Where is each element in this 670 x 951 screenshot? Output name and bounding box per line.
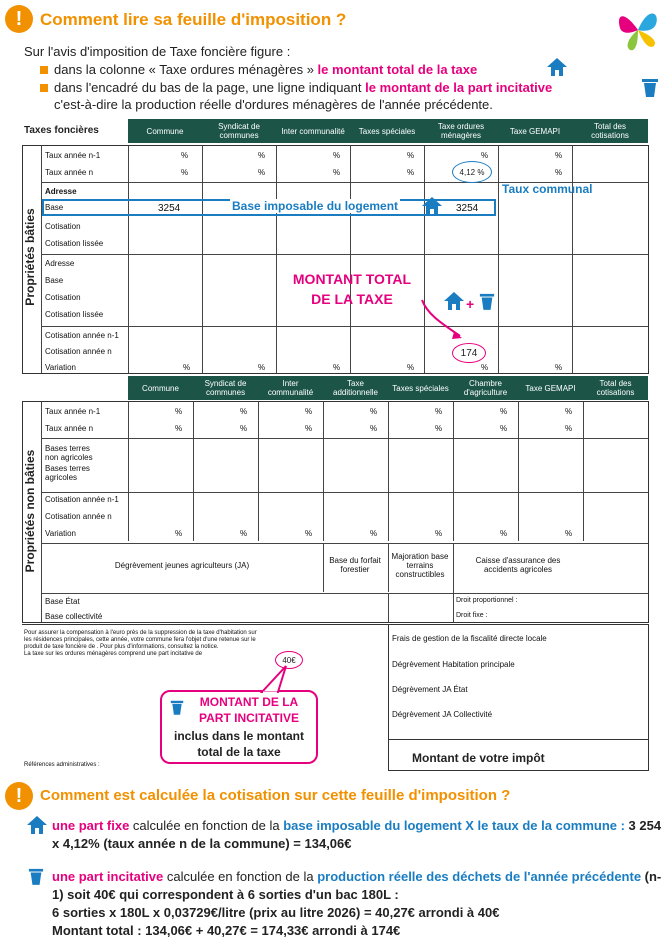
- col-header: Chambre d'agriculture: [453, 376, 518, 400]
- pct: %: [407, 151, 415, 160]
- base-commune-value: 3254: [158, 203, 181, 214]
- base-tom-value: 3254: [456, 203, 479, 214]
- bullet-square: [40, 84, 48, 92]
- row-label: Cotisation année n: [45, 347, 112, 356]
- pct: %: [481, 363, 489, 372]
- degrevement-ja-etat-label: Dégrèvement JA État: [392, 685, 468, 694]
- notice-line: les résidences principales, cette année, votre commune fera l'objet d'une retenue sur le: [24, 637, 256, 643]
- pct: %: [370, 424, 378, 433]
- row-label: Bases terres non agricoles: [45, 444, 93, 462]
- row-label: Base: [45, 276, 64, 285]
- pct: %: [555, 363, 563, 372]
- pct: %: [333, 151, 341, 160]
- pct: %: [181, 168, 189, 177]
- row-label: Cotisation lissée: [45, 239, 104, 248]
- montant-impot-label: Montant de votre impôt: [412, 751, 545, 765]
- col-header: Total des cotisations: [572, 119, 648, 143]
- droit-proportionnel-label: Droit proportionnel :: [456, 597, 518, 604]
- intro-text: Sur l'avis d'imposition de Taxe foncière figure :: [24, 44, 291, 59]
- pct: %: [240, 529, 248, 538]
- pct: %: [370, 529, 378, 538]
- side-label-baties: Propriétés bâties: [23, 208, 37, 306]
- callout-line-4: total de la taxe: [197, 745, 281, 759]
- section-title-2: Comment est calculée la cotisation sur cette feuille d'imposition ?: [40, 787, 511, 804]
- pct: %: [258, 151, 266, 160]
- pct: %: [407, 363, 415, 372]
- col-header: Taxes spéciales: [350, 119, 424, 143]
- montant-total-calc: Montant total : 134,06€ + 40,27€ = 174,33€ arrondi à 174€: [52, 923, 401, 938]
- pct: %: [240, 407, 248, 416]
- annotation-base-imposable: Base imposable du logement: [232, 199, 399, 213]
- part-fixe-label: une part fixe: [52, 818, 130, 833]
- part-incitative-label: une part incitative: [52, 869, 164, 884]
- pct: %: [555, 151, 563, 160]
- row-label: Cotisation année n-1: [45, 331, 119, 340]
- pct: %: [435, 529, 443, 538]
- section-title-1: Comment lire sa feuille d'imposition ?: [40, 10, 347, 29]
- annotation-taux-communal: Taux communal: [502, 182, 593, 196]
- row-label: Adresse: [45, 259, 75, 268]
- pct: %: [370, 407, 378, 416]
- pct: %: [305, 529, 313, 538]
- part-fixe-paragraph: [52, 817, 662, 853]
- col-header: Commune: [128, 119, 202, 143]
- pct: %: [175, 407, 183, 416]
- notice-line: produit de taxe foncière de . Pour plus d'informations, consultez la notice.: [24, 644, 219, 650]
- part-fixe-text: calculée en fonction de la: [129, 818, 284, 833]
- trash-bin-icon: [28, 866, 44, 886]
- pct: %: [565, 529, 573, 538]
- part-incitative-calc: 6 sorties x 180L x 0,03729€/litre (prix au litre 2026) = 40,27€ arrondi à 40€: [52, 905, 500, 920]
- row-label: Cotisation lissée: [45, 310, 104, 319]
- frais-gestion-label: Frais de gestion de la fiscalité directe locale: [392, 634, 547, 643]
- row-label: Adresse: [45, 187, 77, 196]
- pct: %: [258, 168, 266, 177]
- notice-line: La taxe sur les ordures ménagères comprend une part incitative de: [24, 651, 203, 657]
- pct: %: [305, 407, 313, 416]
- pct: %: [181, 151, 189, 160]
- house-icon: [421, 196, 443, 216]
- info-icon: !: [5, 5, 33, 33]
- pct: %: [565, 424, 573, 433]
- pct: %: [175, 529, 183, 538]
- col-header: Syndicat de communes: [193, 376, 258, 400]
- col-header: Inter communalité: [258, 376, 323, 400]
- trash-bin-icon: [641, 76, 659, 98]
- bullet1-highlight: le montant total de la taxe: [317, 62, 478, 77]
- pct: %: [555, 168, 563, 177]
- tax-table-2-body: [22, 401, 649, 623]
- col-header: Taxe GEMAPI: [498, 119, 572, 143]
- row-label: Cotisation année n-1: [45, 495, 119, 504]
- part-incitative-value: 40€: [275, 651, 303, 669]
- row-label: Taux année n: [45, 168, 94, 177]
- references-label: Références administratives :: [24, 762, 100, 768]
- bullet-2: [40, 80, 552, 95]
- callout-line-1: MONTANT DE LA: [199, 695, 299, 709]
- notice-text: [24, 630, 257, 658]
- pct: %: [407, 168, 415, 177]
- degrevement-hp-label: Dégrèvement Habitation principale: [392, 660, 515, 669]
- callout-line-2: PART INCITATIVE: [199, 711, 299, 725]
- row-label: Cotisation: [45, 293, 81, 302]
- callout-line-3: inclus dans le montant: [173, 729, 305, 743]
- caisse-assurance-label: Caisse d'assurance des accidents agricoles: [475, 556, 561, 574]
- butterfly-logo: [614, 6, 664, 54]
- droit-fixe-label: Droit fixe :: [456, 612, 488, 619]
- pct: %: [183, 363, 191, 372]
- row-label: Bases terres agricoles: [45, 464, 90, 482]
- side-label-non-baties: Propriétés non bâties: [23, 449, 37, 573]
- tax-table-title: Taxes foncières: [24, 125, 99, 136]
- row-label: Base: [45, 203, 64, 212]
- row-label: Variation: [45, 363, 76, 372]
- arrow-icon: [418, 296, 468, 346]
- tax-table-2-header: [128, 376, 648, 400]
- pct: %: [500, 407, 508, 416]
- bullet2-highlight: le montant de la part incitative: [365, 80, 553, 95]
- callout-pointer: [260, 664, 290, 694]
- pct: %: [175, 424, 183, 433]
- house-icon: [546, 57, 568, 77]
- pct: %: [565, 407, 573, 416]
- part-fixe-highlight: base imposable du logement X le taux de la commune :: [283, 818, 629, 833]
- bullet1-text: dans la colonne « Taxe ordures ménagères »: [54, 62, 318, 77]
- cotisation-tom-value: 174: [452, 343, 486, 363]
- degrevement-ja-coll-label: Dégrèvement JA Collectivité: [392, 710, 493, 719]
- forfait-forestier-label: Base du forfait forestier: [329, 556, 381, 574]
- bullet-1: [40, 62, 477, 77]
- notice-line: Pour assurer la compensation à l'euro près de la suppression de la taxe d'habitation sur: [24, 630, 257, 636]
- bullet2-continued: c'est-à-dire la production réelle d'ordures ménagères de l'année précédente.: [54, 97, 493, 112]
- col-header: Taxe ordures ménagères: [424, 119, 498, 143]
- bullet-square: [40, 66, 48, 74]
- col-header: Syndicat de communes: [202, 119, 276, 143]
- pct: %: [258, 363, 266, 372]
- taux-tom-value: 4,12 %: [452, 161, 492, 183]
- pct: %: [500, 529, 508, 538]
- base-etat-label: Base État: [45, 597, 80, 606]
- degrevement-ja-label: Dégrèvement jeunes agriculteurs (JA): [114, 560, 250, 570]
- part-fixe-calc: 3 254 x 4,12% (taux année n de la commune) = 134,06€: [52, 818, 662, 851]
- pct: %: [500, 424, 508, 433]
- pct: %: [333, 168, 341, 177]
- row-label: Cotisation année n: [45, 512, 112, 521]
- house-icon: [26, 815, 48, 835]
- majoration-label: Majoration base terrains constructibles: [391, 551, 449, 579]
- row-label: Cotisation: [45, 222, 81, 231]
- trash-bin-icon: [479, 291, 495, 311]
- info-icon: !: [5, 782, 33, 810]
- row-label: Taux année n-1: [45, 151, 101, 160]
- right-box-divider: [388, 739, 649, 740]
- pct: %: [333, 363, 341, 372]
- pct: %: [305, 424, 313, 433]
- pct: %: [481, 151, 489, 160]
- annotation-montant-total: MONTANT TOTAL DE LA TAXE: [292, 271, 412, 307]
- part-incitative-highlight: production réelle des déchets de l'année précédente: [317, 869, 642, 884]
- part-incitative-paragraph: [52, 868, 666, 940]
- row-label: Taux année n: [45, 424, 94, 433]
- col-header: Taxes spéciales: [388, 376, 453, 400]
- bullet2-text: dans l'encadré du bas de la page, une ligne indiquant: [54, 80, 366, 95]
- part-incitative-text: calculée en fonction de la: [163, 869, 318, 884]
- base-collectivite-label: Base collectivité: [45, 612, 103, 621]
- pct: %: [435, 407, 443, 416]
- pct: %: [435, 424, 443, 433]
- row-label: Taux année n-1: [45, 407, 101, 416]
- col-header: Taxe additionnelle: [323, 376, 388, 400]
- row-label: Variation: [45, 529, 76, 538]
- col-header: Inter communalité: [276, 119, 350, 143]
- plus-sign: +: [466, 296, 475, 312]
- part-incitative-detail: (n-1) soit 40€ qui correspondent à 6 sorties d'un bac 180L :: [52, 869, 662, 902]
- right-box: [388, 624, 649, 771]
- col-header: Commune: [128, 376, 193, 400]
- tax-table-1-header: [128, 119, 648, 143]
- pct: %: [240, 424, 248, 433]
- col-header: Taxe GEMAPI: [518, 376, 583, 400]
- col-header: Total des cotisations: [583, 376, 648, 400]
